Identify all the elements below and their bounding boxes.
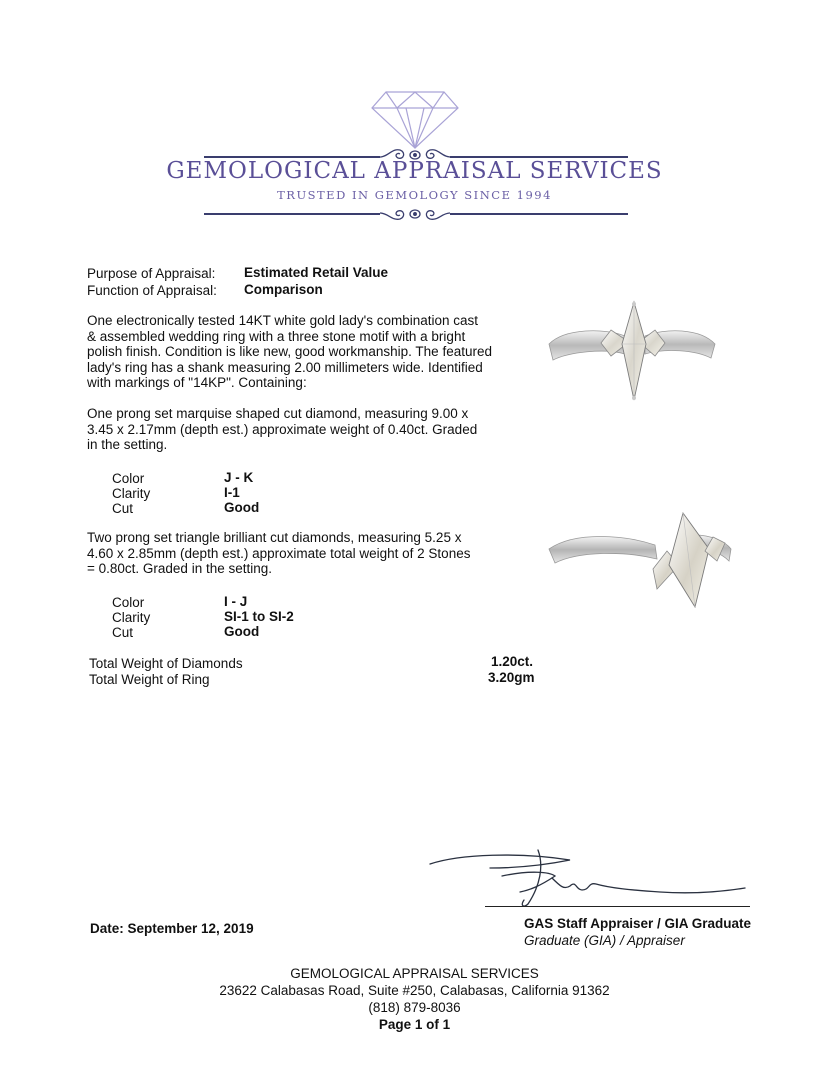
- appraisal-date: Date: September 12, 2019: [90, 921, 254, 936]
- stone1-clarity-label: Clarity: [112, 486, 151, 501]
- diamond-outline-icon: [370, 88, 460, 150]
- footer-company: GEMOLOGICAL APPRAISAL SERVICES: [290, 966, 539, 981]
- description-line: One prong set marquise shaped cut diamond, measuring 9.00 x: [87, 406, 469, 421]
- stone2-color-value: I - J: [224, 594, 248, 609]
- signature-line: [485, 906, 750, 907]
- stone2-cut-value: Good: [224, 624, 260, 639]
- stone2-cut-label: Cut: [112, 625, 134, 640]
- stone2-clarity-value: SI-1 to SI-2: [224, 609, 294, 624]
- ring-top-view-photo: [545, 298, 720, 406]
- stone2-color-label: Color: [112, 595, 145, 610]
- page-number: Page 1 of 1: [378, 1017, 451, 1032]
- description-line: polish finish. Condition is like new, good workmanship. The featured: [87, 344, 492, 360]
- description-line: = 0.80ct. Graded in the setting.: [87, 561, 272, 577]
- description-line: One electronically tested 14KT white gold lady's combination cast: [87, 313, 479, 328]
- scroll-ornament-icon: [378, 202, 452, 224]
- description-line: in the setting.: [87, 437, 168, 453]
- stone2-clarity-label: Clarity: [112, 610, 151, 625]
- ring-description: [87, 313, 502, 391]
- stone1-color-value: J - K: [224, 470, 254, 485]
- description-line: lady's ring has a shank measuring 2.00 millimeters wide. Identified: [87, 359, 483, 375]
- description-line: & assembled wedding ring with a three stone motif with a bright: [87, 328, 466, 344]
- description-line: 3.45 x 2.17mm (depth est.) approximate weight of 0.40ct. Graded: [87, 421, 478, 437]
- header-bottom-rule: [204, 213, 380, 215]
- total-diamonds-label: Total Weight of Diamonds: [89, 656, 243, 671]
- header-bottom-rule: [450, 213, 628, 215]
- total-ring-label: Total Weight of Ring: [89, 672, 210, 687]
- marquise-diamond-description: [87, 406, 502, 453]
- stone1-cut-label: Cut: [112, 501, 134, 516]
- footer-phone: (818) 879-8036: [368, 1000, 461, 1015]
- total-diamonds-value: 1.20ct.: [491, 654, 534, 669]
- company-tagline: TRUSTED IN GEMOLOGY SINCE 1994: [277, 188, 552, 202]
- stone1-cut-value: Good: [224, 500, 260, 515]
- function-label: Function of Appraisal:: [87, 283, 217, 298]
- footer-address: 23622 Calabasas Road, Suite #250, Calabasas, California 91362: [219, 983, 610, 998]
- purpose-value: Estimated Retail Value: [244, 265, 389, 280]
- purpose-label: Purpose of Appraisal:: [87, 266, 216, 281]
- stone1-color-label: Color: [112, 471, 145, 486]
- stone1-clarity-value: I-1: [224, 485, 240, 500]
- triangle-diamonds-description: [87, 530, 502, 577]
- description-line: with markings of "14KP". Containing:: [87, 375, 307, 391]
- description-line: Two prong set triangle brilliant cut diamonds, measuring 5.25 x: [87, 530, 462, 545]
- appraiser-title: GAS Staff Appraiser / GIA Graduate: [524, 916, 752, 931]
- ring-angled-view-photo: [545, 505, 735, 610]
- total-ring-value: 3.20gm: [488, 670, 535, 685]
- function-value: Comparison: [244, 282, 323, 297]
- company-name-heading: GEMOLOGICAL APPRAISAL SERVICES: [166, 158, 663, 184]
- description-line: 4.60 x 2.85mm (depth est.) approximate total weight of 2 Stones: [87, 545, 471, 561]
- appraiser-subtitle: Graduate (GIA) / Appraiser: [524, 933, 685, 948]
